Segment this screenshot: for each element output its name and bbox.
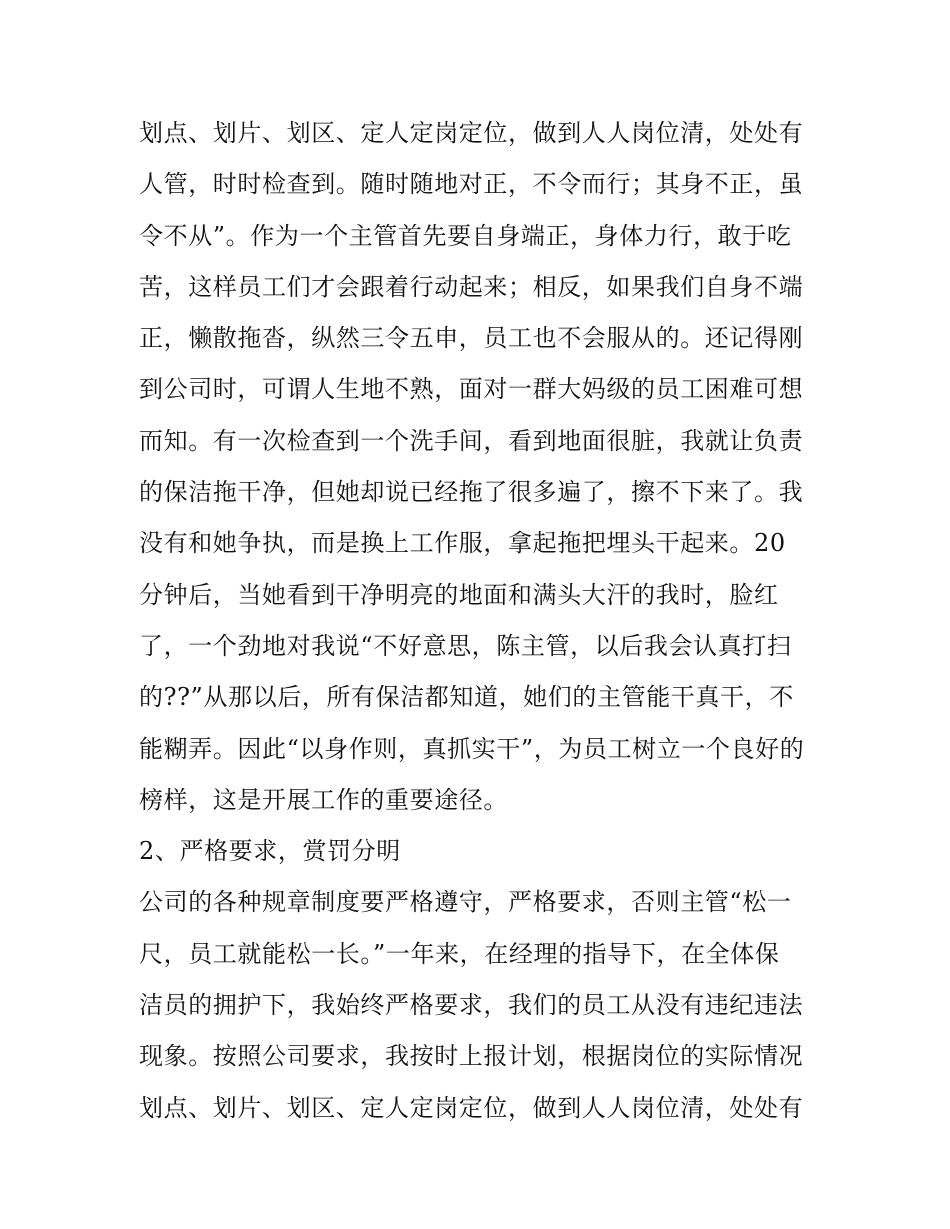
text-line: 令不从”。作为一个主管首先要自身端正，身体力行，敢于吃 xyxy=(139,221,792,250)
text-line: 榜样，这是开展工作的重要途径。 xyxy=(139,785,508,814)
text-line: 没有和她争执，而是换上工作服，拿起拖把埋头干起来。20 xyxy=(139,529,786,558)
text-line: 了，一个劲地对我说“不好意思，陈主管，以后我会认真打扫 xyxy=(139,631,792,660)
text-line: 正，懒散拖沓，纵然三令五申，员工也不会服从的。还记得刚 xyxy=(139,324,804,353)
document-body xyxy=(139,108,819,1134)
text-line: 分钟后，当她看到干净明亮的地面和满头大汗的我时，脸红 xyxy=(139,580,779,609)
text-line: 洁员的拥护下，我始终严格要求，我们的员工从没有违纪违法 xyxy=(139,991,804,1020)
text-line: 划点、划片、划区、定人定岗定位，做到人人岗位清，处处有 xyxy=(139,1093,804,1122)
text-line: 尺，员工就能松一长。”一年来，在经理的指导下，在全体保 xyxy=(139,939,780,968)
text-line: 人管，时时检查到。随时随地对正，不令而行；其身不正，虽 xyxy=(139,170,804,199)
text-line: 苦，这样员工们才会跟着行动起来；相反，如果我们自身不端 xyxy=(139,272,804,301)
section-heading: 2、严格要求，赏罚分明 xyxy=(139,837,401,866)
text-line: 公司的各种规章制度要严格遵守，严格要求，否则主管“松一 xyxy=(139,888,792,917)
text-line: 的??”从那以后，所有保洁都知道，她们的主管能干真干，不 xyxy=(139,683,794,712)
text-line: 而知。有一次检查到一个洗手间，看到地面很脏，我就让负责 xyxy=(139,426,804,455)
text-line: 的保洁拖干净，但她却说已经拖了很多遍了，擦不下来了。我 xyxy=(139,478,804,507)
text-line: 划点、划片、划区、定人定岗定位，做到人人岗位清，处处有 xyxy=(139,119,804,147)
text-line: 到公司时，可谓人生地不熟，面对一群大妈级的员工困难可想 xyxy=(139,375,804,404)
text-line: 能糊弄。因此“以身作则，真抓实干”，为员工树立一个良好的 xyxy=(139,734,805,763)
text-line: 现象。按照公司要求，我按时上报计划，根据岗位的实际情况 xyxy=(139,1042,804,1071)
